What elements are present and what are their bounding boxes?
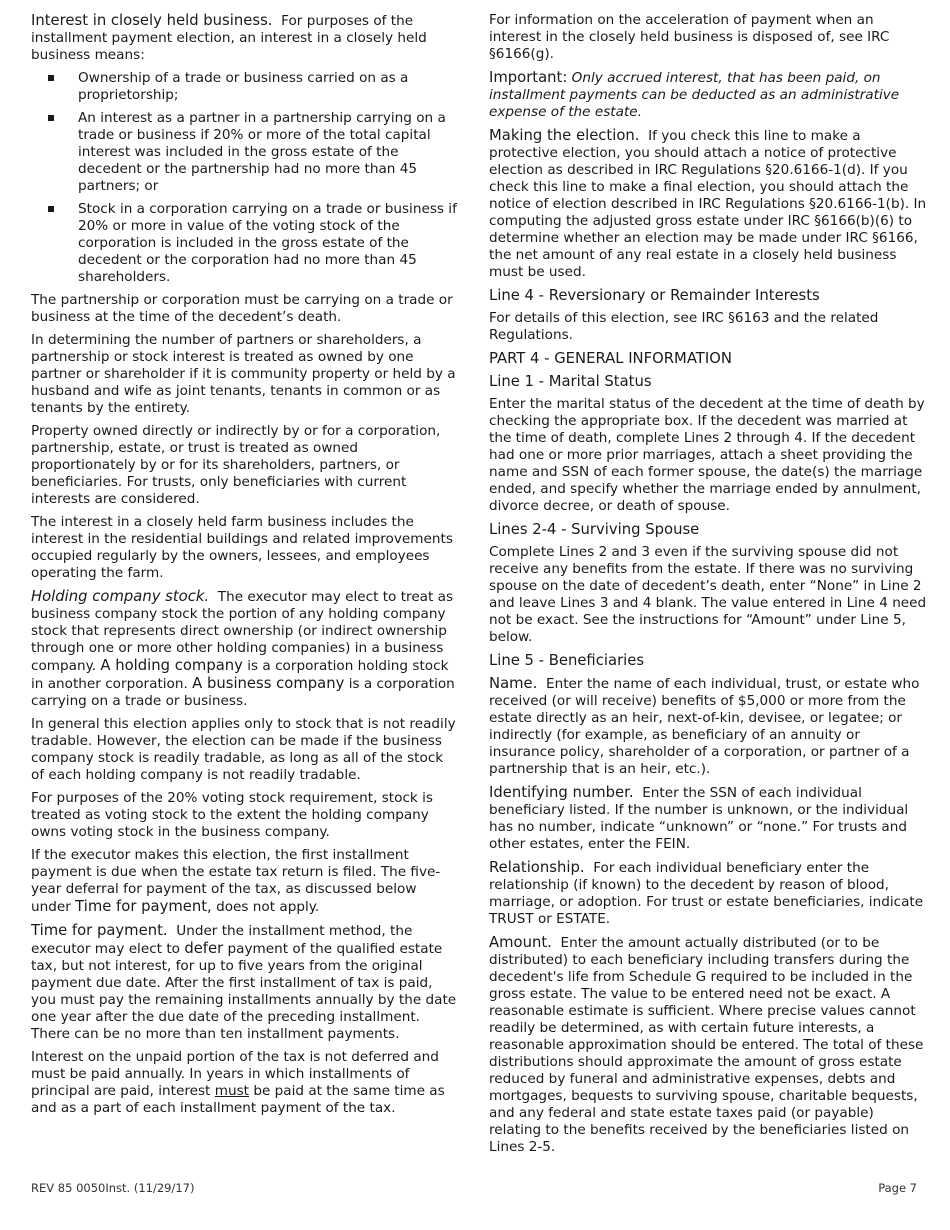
- relationship-paragraph: Relationship. For each individual beneficiary enter the relationship (if known) to the decedent by reason of blood, marriage, or adoption. For trust or estate beneficiaries, indicate TRUST or ESTATE.: [489, 859, 924, 927]
- list-item: Stock in a corporation carrying on a trade or business if 20% or more in value of the voting stock of the corporation is included in the gross estate of the decedent or the corporation had no more than 45 shareholders.: [31, 201, 457, 286]
- lines24-heading: Lines 2-4 - Surviving Spouse: [489, 521, 700, 538]
- list-item: Ownership of a trade or business carried on as a proprietorship;: [31, 70, 457, 104]
- right-column: [489, 12, 929, 1162]
- holding-company-paragraph: Holding company stock. The executor may elect to treat as business company stock the portion of any holding company stock that represents direct ownership (or indirect ownership through one or more other holding companies) in a business company. A holding company is a corporation holding stock in another corporation. A business company is a corporation carrying on a trade or business.: [31, 588, 455, 709]
- time-for-payment-heading: Time for payment.: [31, 922, 168, 939]
- amount-label: Amount.: [489, 934, 552, 951]
- property-paragraph: Property owned directly or indirectly by or for a corporation, partnership, estate, or trust is treated as owned proportionately by or for its shareholders, partners, or beneficiaries. For trusts, only beneficiaries with current interests are considered.: [31, 423, 441, 507]
- line4-paragraph: For details of this election, see IRC §6163 and the related Regulations.: [489, 310, 879, 343]
- closely-held-intro: [31, 12, 457, 64]
- important-text: Only accrued interest, that has been paid, on installment payments can be deducted as an administrative expense of the estate.: [489, 70, 900, 120]
- important-label: Important:: [489, 69, 568, 86]
- bullet-square-icon: [48, 75, 54, 81]
- making-election-paragraph: Making the election. If you check this line to make a protective election, you should attach a notice of protective election as described in IRC Regulations §20.6166-1(d). If you check this line to make a final election, you should attach the notice of election described in IRC Regulations §20.6166-1(b). In computing the adjusted gross estate under IRC §6166(b)(6) to determine whether an election may be made under IRC §6166, the net amount of any real estate in a closely held business must be used.: [489, 127, 927, 280]
- voting-paragraph: For purposes of the 20% voting stock requirement, stock is treated as voting stock to the extent the holding company owns voting stock in the business company.: [31, 790, 433, 840]
- determining-paragraph: In determining the number of partners or shareholders, a partnership or stock interest is treated as owned by one partner or shareholder if it is community property or held by a husband and wife as joint tenants, tenants in common or as tenants by the entirety.: [31, 332, 456, 416]
- page-number: Page 7: [878, 1181, 917, 1195]
- business-company-term: A business company: [192, 675, 345, 692]
- first-installment-paragraph: If the executor makes this election, the first installment payment is due when the estate tax return is filed. The five-year deferral for payment of the tax, as discussed below under Time for payment, does not apply.: [31, 847, 441, 915]
- holding-company-heading: Holding company stock.: [31, 588, 210, 605]
- identifying-number-label: Identifying number.: [489, 784, 634, 801]
- partnership-paragraph: The partnership or corporation must be carrying on a trade or business at the time of the decedent’s death.: [31, 292, 453, 325]
- left-column: [31, 12, 457, 1123]
- time-for-payment-reference: Time for payment,: [75, 898, 212, 915]
- part4-heading: PART 4 - GENERAL INFORMATION: [489, 350, 732, 367]
- making-election-heading: Making the election.: [489, 127, 640, 144]
- interest-paragraph: Interest on the unpaid portion of the tax is not deferred and must be paid annually. In years in which installments of principal are paid, interest must be paid at the same time as and as a part of each installment payment of the tax.: [31, 1049, 445, 1116]
- holding-company-term: A holding company: [100, 657, 243, 674]
- identifying-number-paragraph: Identifying number. Enter the SSN of each individual beneficiary listed. If the number is unknown, or the individual has no number, indicate “unknown” or “none.” For trusts and other estates, enter the FEIN.: [489, 784, 909, 852]
- lines24-paragraph: Complete Lines 2 and 3 even if the surviving spouse did not receive any benefits from the estate. If there was no surviving spouse on the date of decedent’s death, enter “None” in Line 2 and leave Lines 3 and 4 blank. The value entered in Line 4 need not be exact. See the instructions for “Amount” under Line 5, below.: [489, 544, 927, 645]
- important-paragraph: [489, 69, 929, 121]
- must-underlined: must: [214, 1083, 249, 1099]
- closely-held-list: [31, 70, 457, 286]
- time-for-payment-paragraph: Time for payment. Under the installment method, the executor may elect to defer payment of the qualified estate tax, but not interest, for up to five years from the original payment due date. After the first installment of tax is paid, you must pay the remaining installments annually by the date one year after the due date of the preceding installment. There can be no more than ten installment payments.: [31, 922, 457, 1042]
- general-paragraph: In general this election applies only to stock that is not readily tradable. However, the election can be made if the business company stock is readily tradable, as long as all of the stock of each holding company is not readily tradable.: [31, 716, 456, 783]
- closely-held-heading: Interest in closely held business.: [31, 12, 273, 29]
- line1-paragraph: Enter the marital status of the decedent at the time of death by checking the appropriate box. If the decedent was married at the time of death, complete Lines 2 through 4. If the decedent had one or more prior marriages, attach a sheet providing the name and SSN of each former spouse, the date(s) the marriage ended, and specify whether the marriage ended by annulment, divorce decree, or death of spouse.: [489, 396, 925, 514]
- bullet-square-icon: [48, 115, 54, 121]
- line5-heading: Line 5 - Beneficiaries: [489, 652, 645, 669]
- relationship-label: Relationship.: [489, 859, 585, 876]
- acceleration-paragraph: For information on the acceleration of payment when an interest in the closely held business is disposed of, see IRC §6166(g).: [489, 12, 890, 62]
- form-id: REV 85 0050Inst. (11/29/17): [31, 1181, 195, 1195]
- bullet-square-icon: [48, 206, 54, 212]
- closely-held-intro-text: For purposes of the installment payment election, an interest in a closely held business means:: [31, 13, 427, 63]
- amount-paragraph: Amount. Enter the amount actually distributed (or to be distributed) to each beneficiary including transfers during the decedent's life from Schedule G required to be included in the gross estate. The value to be entered need not be exact. A reasonable estimate is sufficient. Where precise values cannot readily be determined, as with certain future interests, a reasonable approximation should be entered. The total of these distributions should approximate the amount of gross estate reduced by funeral and administrative expenses, debts and mortgages, bequests to surviving spouse, charitable bequests, and any federal and state estate taxes paid (or payable) relating to the benefits received by the beneficiaries listed on Lines 2-5.: [489, 934, 924, 1155]
- line4-heading: Line 4 - Reversionary or Remainder Interests: [489, 287, 820, 304]
- defer-term: defer: [184, 940, 224, 957]
- name-paragraph: Name. Enter the name of each individual, trust, or estate who received (or will receive) benefits of $5,000 or more from the estate directly as an heir, next-of-kin, devisee, or legatee; or indirectly (for example, as beneficiary of an annuity or insurance policy, shareholder of a corporation, or partner of a partnership that is an heir, etc.).: [489, 675, 920, 777]
- line1-heading: Line 1 - Marital Status: [489, 373, 652, 390]
- farm-paragraph: The interest in a closely held farm business includes the interest in the residential buildings and related improvements occupied regularly by the owners, lessees, and employees operating the farm.: [31, 514, 453, 581]
- name-label: Name.: [489, 675, 538, 692]
- list-item: An interest as a partner in a partnership carrying on a trade or business if 20% or more of the total capital interest was included in the gross estate of the decedent or the partnership had no more than 45 partners; or: [31, 110, 457, 195]
